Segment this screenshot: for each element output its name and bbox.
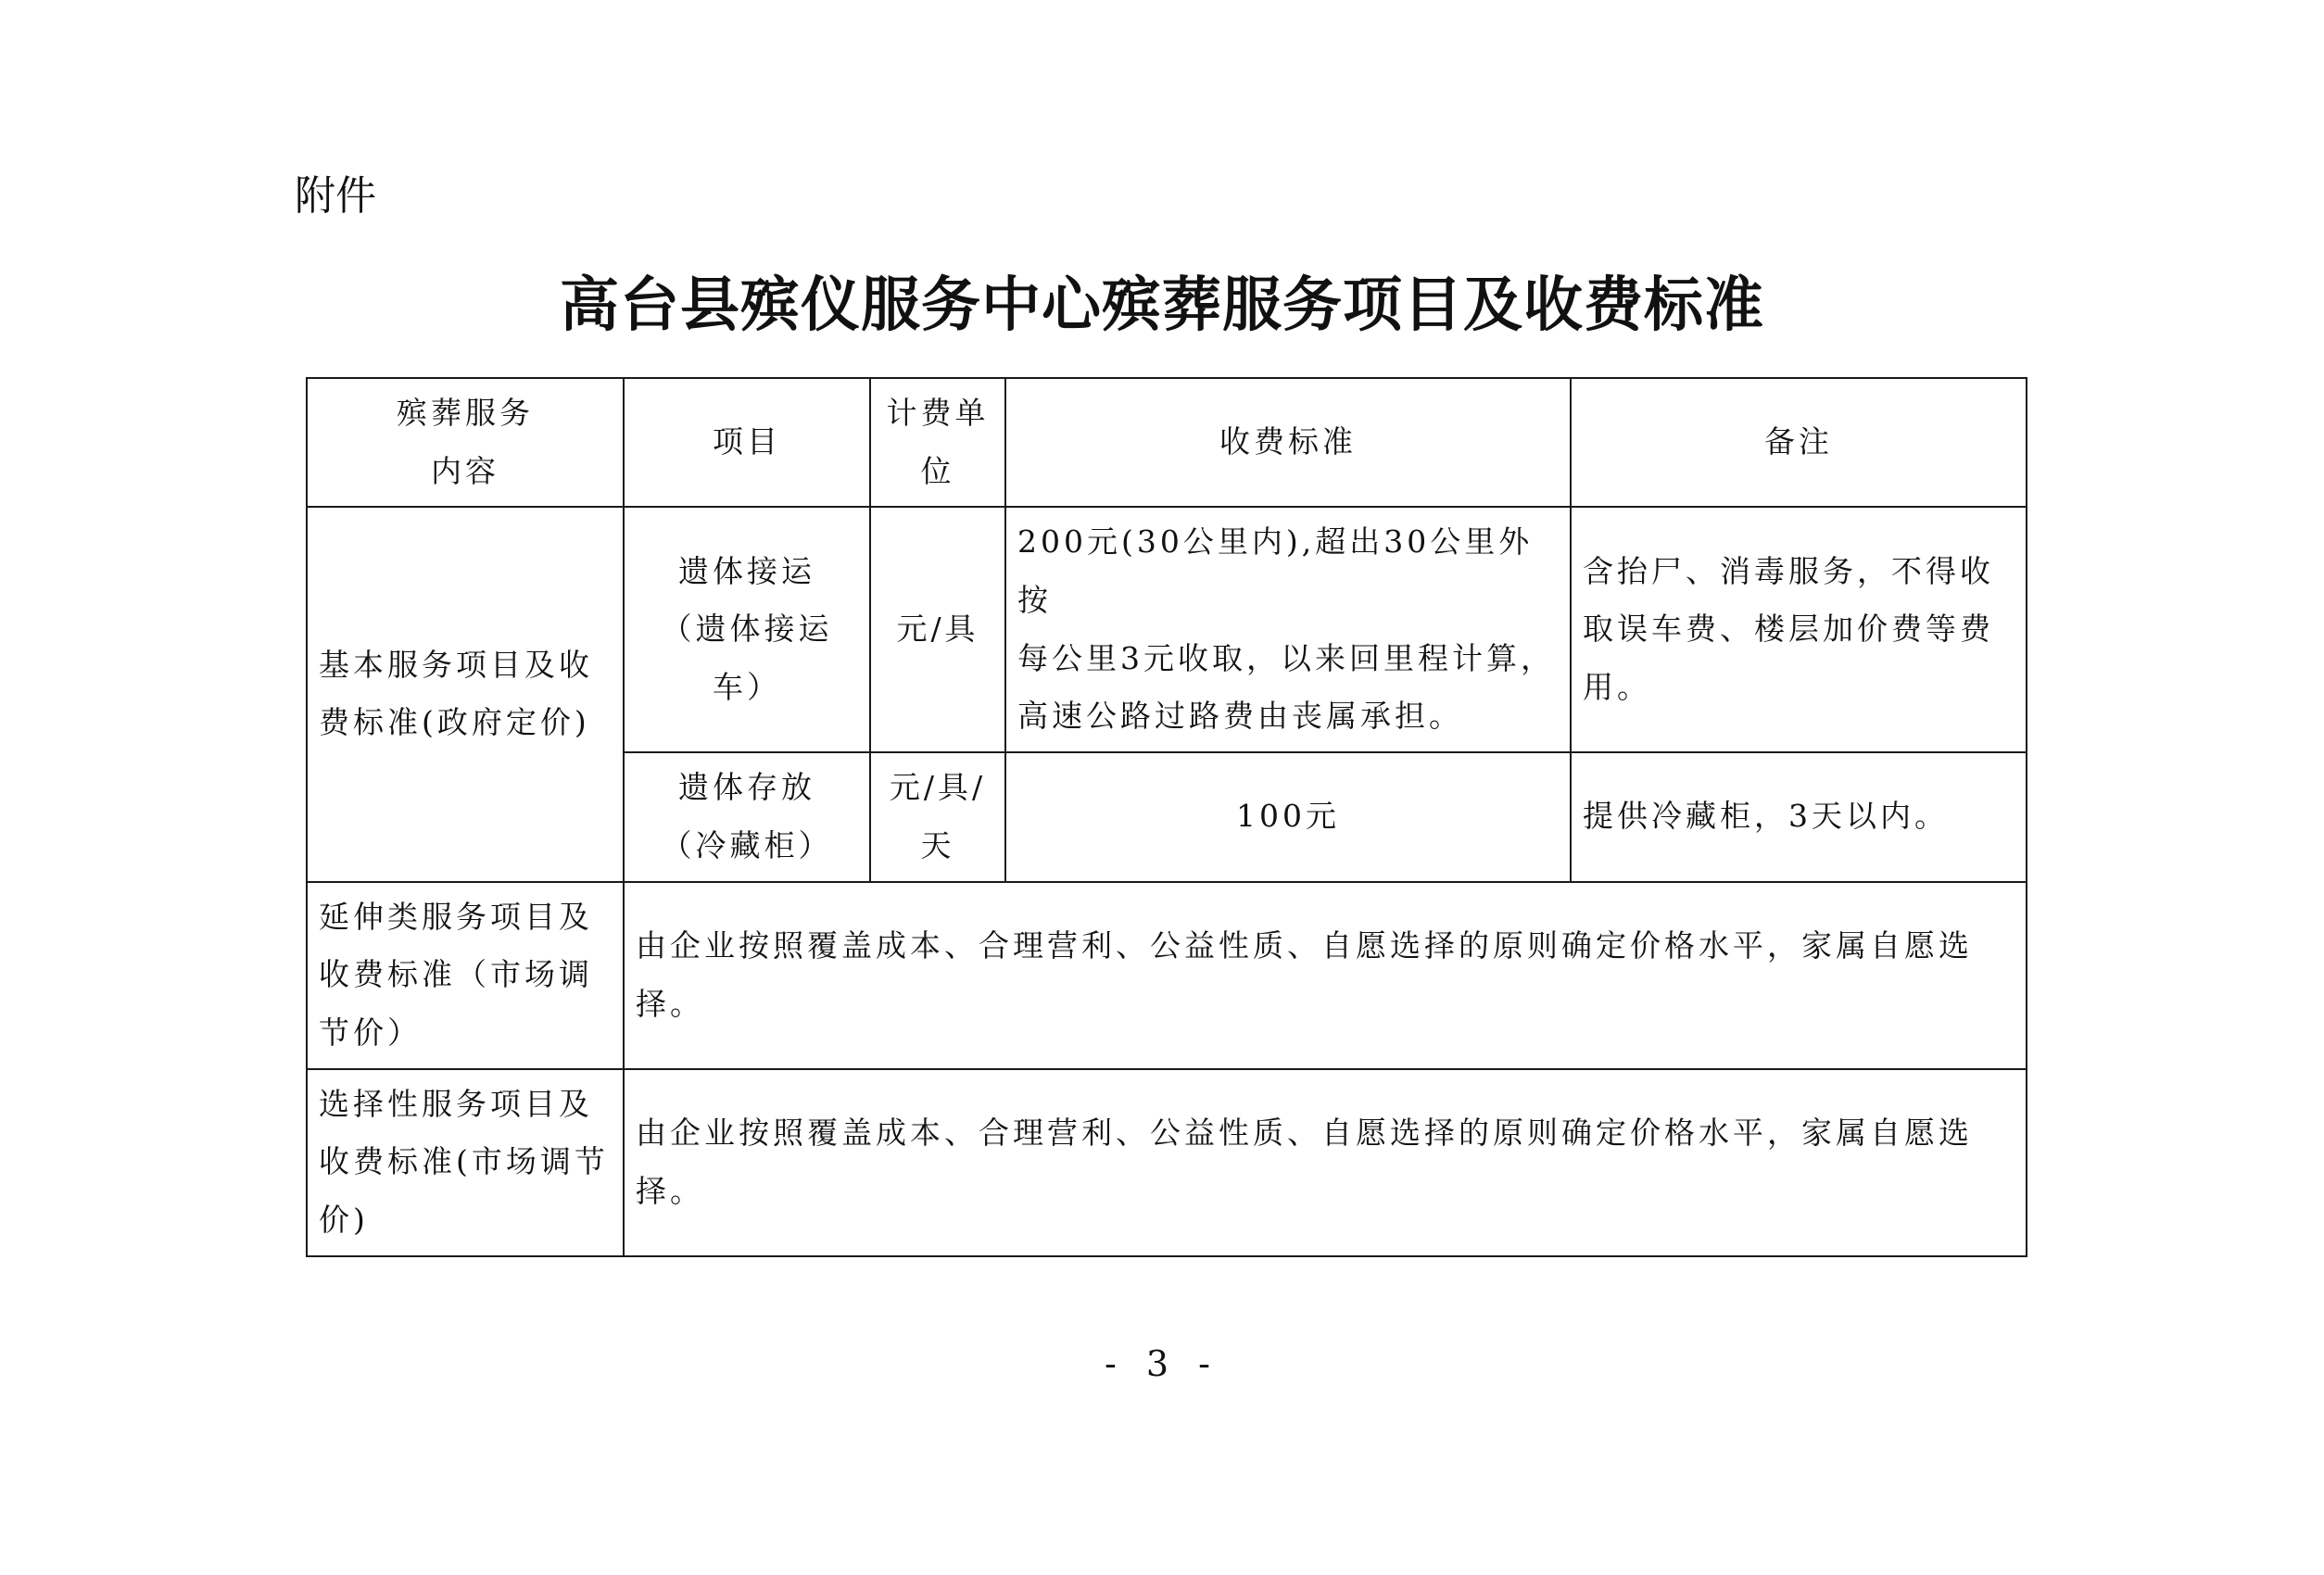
table-row [307,882,2027,1069]
item-cell: 遗体接运 （遗体接运车） [624,507,870,752]
header-remark: 备注 [1571,378,2027,507]
remark-cell: 提供冷藏柜，3天以内。 [1571,752,2027,881]
document-title: 高台县殡仪服务中心殡葬服务项目及收费标准 [560,271,1764,340]
item-cell: 遗体存放 （冷藏柜） [624,752,870,881]
remark-cell: 含抬尸、消毒服务，不得收取误车费、楼层加价费等费用。 [1571,507,2027,752]
header-item: 项目 [624,378,870,507]
fee-standard-table [306,377,2027,1257]
extended-description-cell: 由企业按照覆盖成本、合理营利、公益性质、自愿选择的原则确定价格水平，家属自愿选择。 [624,882,2027,1069]
table-row [307,1069,2027,1256]
standard-cell: 200元(30公里内),超出30公里外按 每公里3元收取，以来回里程计算， 高速公路过路费由丧属承担。 [1005,507,1571,752]
header-standard: 收费标准 [1005,378,1571,507]
standard-cell: 100元 [1005,752,1571,881]
optional-description-cell: 由企业按照覆盖成本、合理营利、公益性质、自愿选择的原则确定价格水平，家属自愿选择。 [624,1069,2027,1256]
optional-category-cell: 选择性服务项目及收费标准(市场调节价) [307,1069,624,1256]
page-number: - 3 - [1104,1343,1219,1384]
header-unit: 计费单 位 [870,378,1005,507]
table-row [307,507,2027,752]
attachment-label: 附件 [295,172,376,220]
header-content: 殡葬服务 内容 [307,378,624,507]
unit-cell: 元/具/ 天 [870,752,1005,881]
table-header-row [307,378,2027,507]
basic-category-cell: 基本服务项目及收费标准(政府定价) [307,507,624,881]
unit-cell: 元/具 [870,507,1005,752]
extended-category-cell: 延伸类服务项目及收费标准（市场调节价） [307,882,624,1069]
